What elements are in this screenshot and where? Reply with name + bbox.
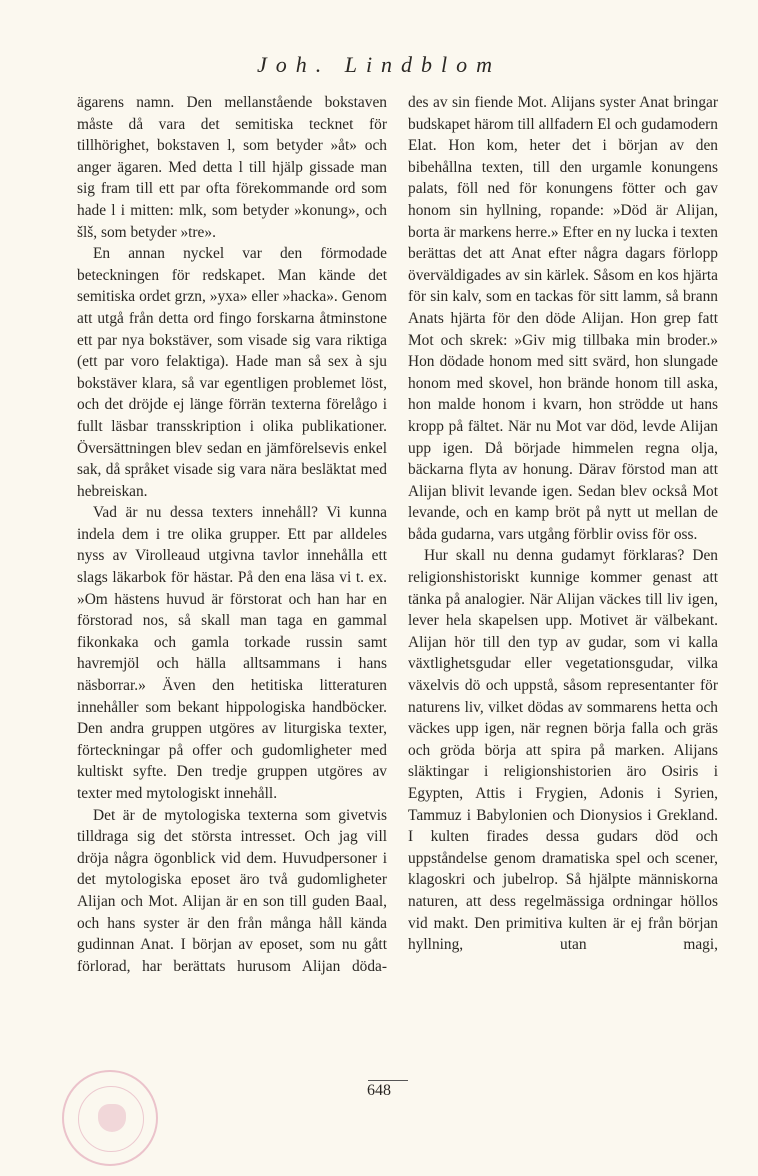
page-number: 648 xyxy=(367,1082,391,1099)
paragraph: Hur skall nu denna gudamyt förklaras? Den religionshistoriskt kunnige kommer genast att tänka på analogier. När Alijan väckes till liv igen, lever hela skapelsen upp. Motivet är välbekant. Alijan hör till den typ av gudar, som vi kalla växtlighetsgudar eller vegetationsgudar, vilka växelvis dö och uppstå, såsom representanter för naturens liv, vilket dödas av sommarens hetta och väckes upp igen, när regnen börja falla och gräs och gröda börja att spira på marken. Alijans släktingar i religionshistorien äro Osiris i Egypten, Attis i Frygien, Adonis i Syrien, Tammuz i Babylonien och Dionysios i Grekland. I kulten firades dessa gudars död och uppståndelse genom dramatiska spel och scener, klagoskri och jubelrop. Så hjälpte människorna naturen, att dess regelmässiga ordningar höllos vid makt. Den primitiva kulten är ej från början hyllning, utan magi, xyxy=(408,547,718,954)
page-number-rule xyxy=(368,1080,408,1081)
library-stamp-icon xyxy=(62,1070,158,1166)
left-column xyxy=(77,92,387,977)
paragraph: des av sin fiende Mot. Alijans syster Anat bringar budskapet härom till allfadern El och gudamodern Elat. Hon kom, heter det i början av den bibehållna texten, till den urgamle konungens palats, föll ned för konungens fötter och gav honom sin hyllning, ropande: »Död är Alijan, borta är markens herre.» Efter en ny lucka i texten berättas det att Anat efter några dagars förlopp överväldigades av sin kärlek. Såsom en kos hjärta för sin kalv, som en tackas för sitt lamm, så brann Anats hjärta för den döde Alijan. Hon grep fatt Mot och skrek: »Giv mig tillbaka min broder.» Hon dödade honom med sitt svärd, hon slungade honom med skovel, hon brände honom till aska, hon malde honom i kvarn, hon strödde ut hans kropp på fältet. När nu Mot var död, levde Alijan upp igen. Då började himmelen regna olja, bäckarna flyta av honung. Därav förstod man att Alijan blivit levande igen. Sedan blev också Mot levande, och en kamp bröt på nytt ut mellan de båda gudarna, vars utgång förblir oviss för oss. xyxy=(408,94,718,543)
running-header-author: Joh. Lindblom xyxy=(256,52,502,77)
right-column xyxy=(408,92,718,956)
paragraph: En annan nyckel var den förmodade beteckningen för redskapet. Man kände det semitiska ordet grzn, »yxa» eller »hacka». Genom att utgå från detta ord fingo forskarna åtminstone ett par nya bokstäver, som visade sig vara riktiga (ett par voro felaktiga). Hade man så sex à sju bokstäver klara, så var egentligen problemet löst, och det dröjde ej länge förrän texterna förelågo i fullt läsbar transskription i olika publikationer. Översättningen blev sedan en jämförelsevis enkel sak, då språket visade sig vara nära besläktat med hebreiskan. xyxy=(77,245,387,500)
paragraph: Vad är nu dessa texters innehåll? Vi kunna indela dem i tre olika grupper. Ett par alldeles nyss av Virolleaud utgivna tavlor innehålla ett slags läkarbok för hästar. På den ena läsa vi t. ex. »Om hästens huvud är förstorat och han har en förstorad nos, så skall man taga en gammal fikonkaka och gamla torkade russin samt havremjöl och hälla alltsammans i hans näsborrar.» Även den hetitiska litteraturen innehåller som bekant hippologiska handböcker. Den andra gruppen utgöres av liturgiska texter, förteckningar på offer och gudomligheter med kultiskt syfte. Den tredje gruppen utgöres av texter med mytologiskt innehåll. xyxy=(77,504,387,802)
stamp-emblem xyxy=(98,1104,126,1132)
paragraph: ägarens namn. Den mellanstående bokstaven måste då vara det semitiska tecknet för tillhörighet, bokstaven l, som betyder »åt» och anger ägaren. Med detta l till hjälp gissade man sig fram till ett par ofta förekommande ord som hade l i mitten: mlk, som betyder »konung», och šlš, som betyder »tre». xyxy=(77,94,387,241)
paragraph: Det är de mytologiska texterna som givetvis tilldraga sig det största intresset. Och jag vill dröja några ögonblick vid dem. Huvudpersoner i det mytologiska eposet äro två gudomligheter Alijan och Mot. Alijan är en son till guden Baal, och hans syster är den från många håll kända gudinnan Anat. I början av eposet, som nu gått förlorad, har berättats hurusom Alijan döda- xyxy=(77,806,387,975)
